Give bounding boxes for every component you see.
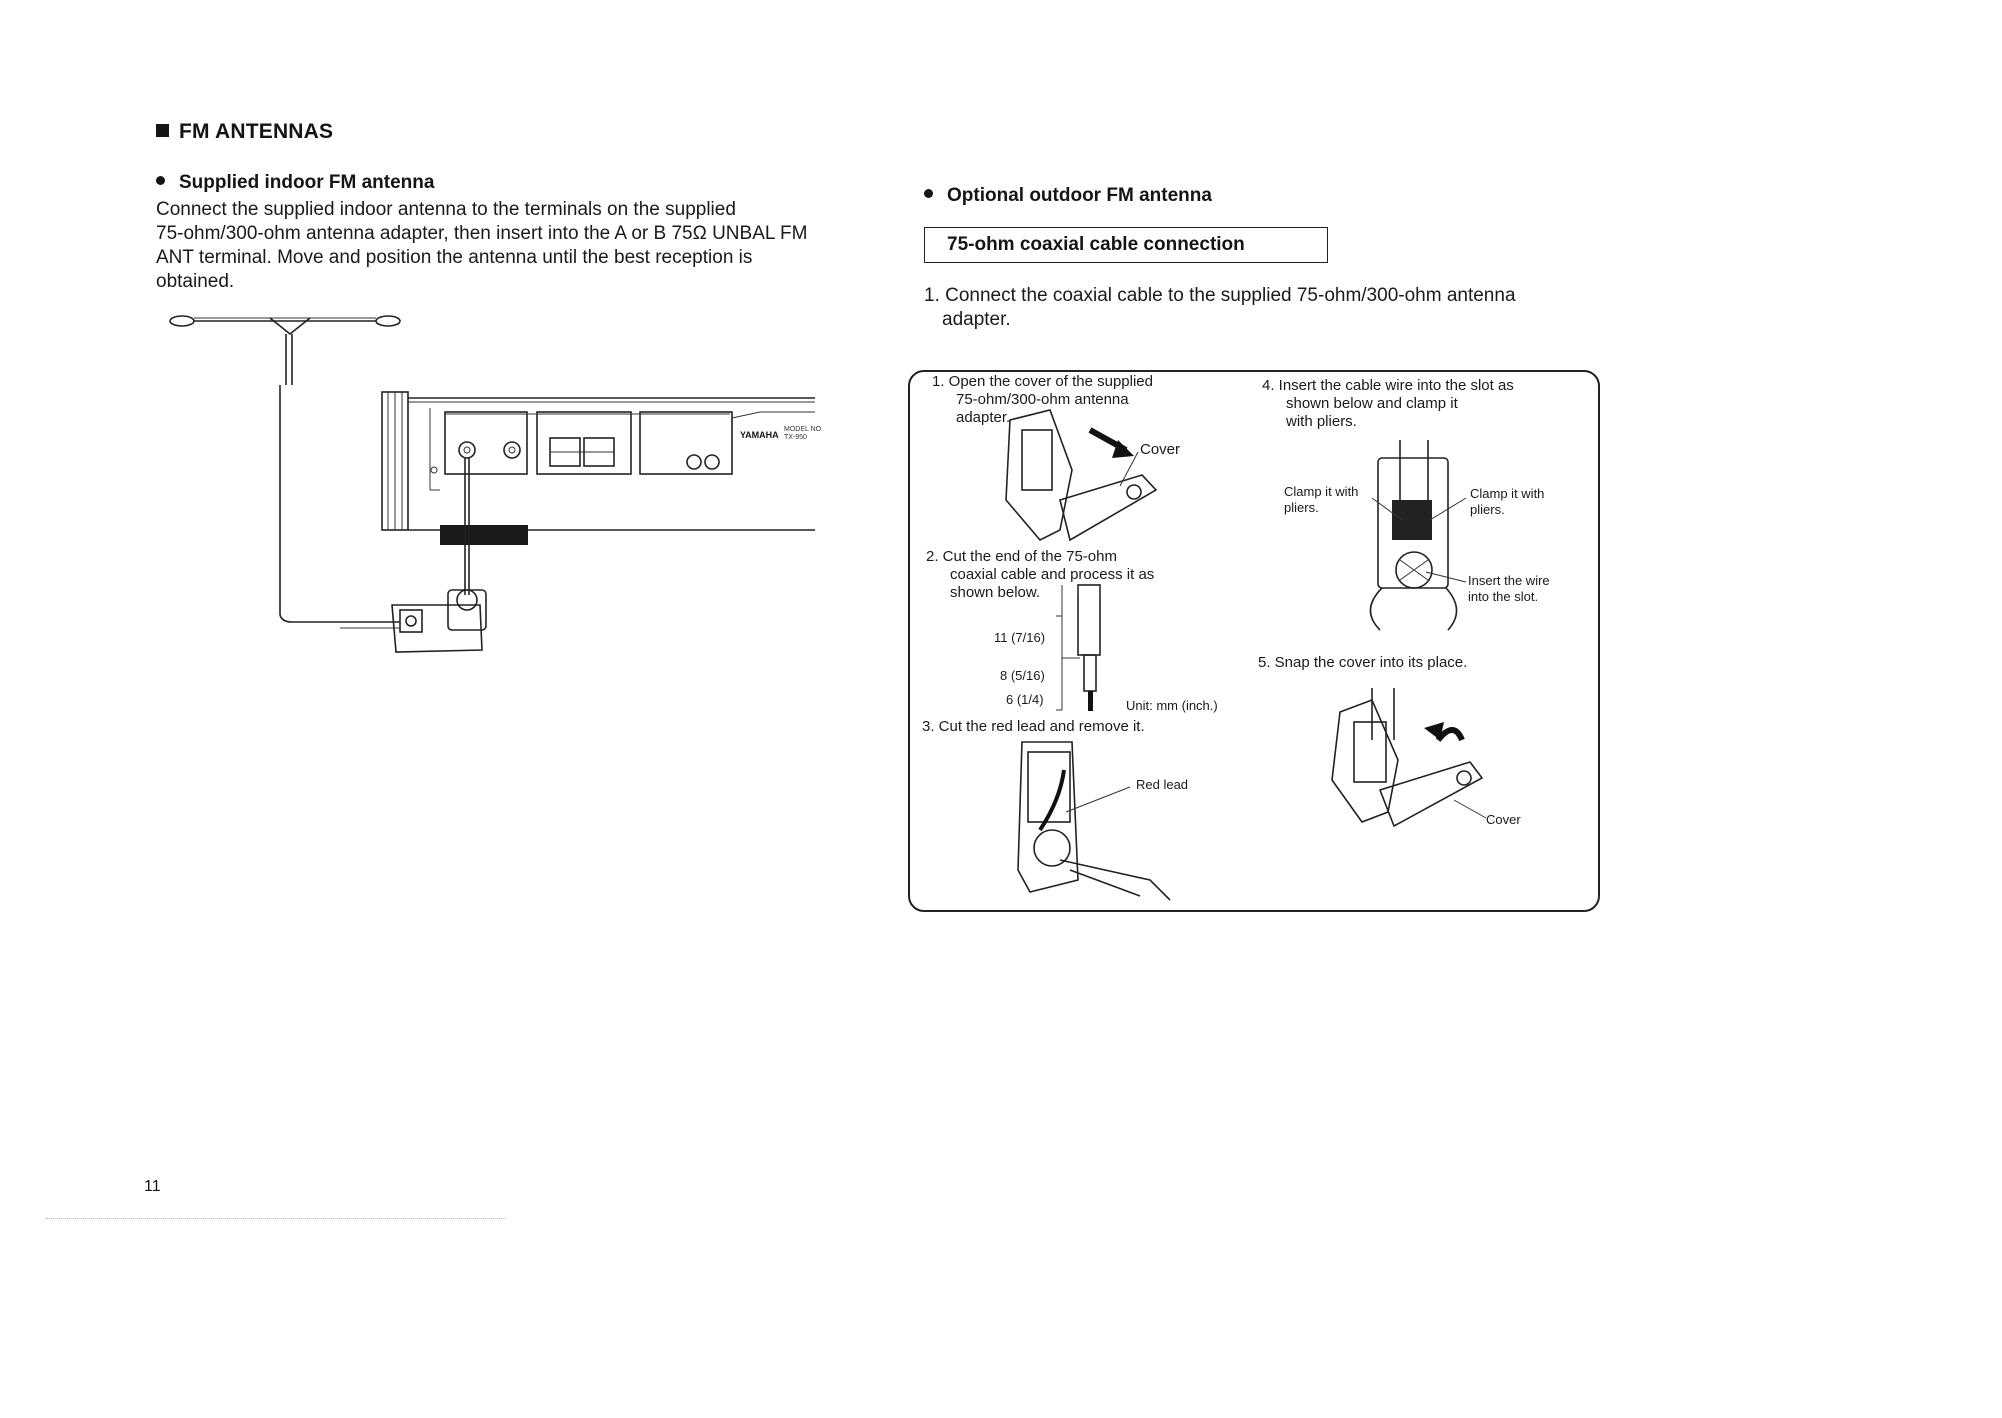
unit-label: Unit: mm (inch.): [1126, 698, 1218, 713]
panel-step-line: shown below.: [950, 584, 1041, 601]
page-number: 11: [144, 1178, 161, 1195]
panel-step-line: shown below and clamp it: [1286, 395, 1458, 412]
indoor-heading-text: Supplied indoor FM antenna: [179, 172, 435, 193]
panel-step-line: adapter.: [956, 409, 1011, 426]
cover-label-2: Cover: [1486, 812, 1521, 827]
panel-step-line: coaxial cable and process it as: [950, 566, 1155, 583]
clamp-right-line: pliers.: [1470, 502, 1505, 517]
dimension-label: 6 (1/4): [1006, 692, 1044, 707]
scan-artifact-line: [46, 1218, 506, 1220]
cover-label: Cover: [1140, 441, 1181, 458]
outdoor-heading-text: Optional outdoor FM antenna: [947, 185, 1212, 206]
section-title-text: FM ANTENNAS: [179, 120, 334, 143]
outdoor-step-line: 1. Connect the coaxial cable to the supplied 75-ohm/300-ohm antenna: [924, 285, 1516, 306]
panel-step-3: 3. Cut the red lead and remove it.: [922, 718, 1145, 735]
panel-step-line: 2. Cut the end of the 75-ohm: [926, 548, 1117, 565]
indoor-line: ANT terminal. Move and position the antenna until the best reception is: [156, 247, 753, 268]
panel-step-line: 1. Open the cover of the supplied: [932, 373, 1153, 390]
snap-cover-illustration: [1332, 688, 1486, 826]
dimension-label: 8 (5/16): [1000, 668, 1045, 683]
receiver-model: TX-950: [784, 434, 807, 441]
insert-wire-line: into the slot.: [1468, 589, 1539, 604]
indoor-line: Connect the supplied indoor antenna to the terminals on the supplied: [156, 199, 736, 220]
indoor-line: 75-ohm/300-ohm antenna adapter, then insert into the A or B 75Ω UNBAL FM: [156, 223, 808, 244]
panel-step-line: 4. Insert the cable wire into the slot as: [1262, 377, 1514, 394]
indoor-line: obtained.: [156, 271, 235, 292]
open-cover-illustration: [1006, 410, 1156, 540]
red-lead-label: Red lead: [1136, 777, 1189, 792]
red-lead-illustration: [1018, 742, 1170, 900]
clamp-right-line: Clamp it with: [1470, 486, 1545, 501]
insert-wire-line: Insert the wire: [1468, 573, 1550, 588]
clamp-left-line: Clamp it with: [1284, 484, 1359, 499]
panel-step-5: 5. Snap the cover into its place.: [1258, 654, 1468, 671]
panel-step-line: with pliers.: [1286, 413, 1357, 430]
outdoor-step-line: adapter.: [942, 309, 1011, 330]
clamp-left-line: pliers.: [1284, 500, 1319, 515]
dimension-label: 11 (7/16): [994, 630, 1046, 645]
coaxial-connection-heading: 75-ohm coaxial cable connection: [947, 234, 1245, 255]
cable-dimension-illustration: [1056, 584, 1100, 711]
receiver-model-label: MODEL NO.: [784, 426, 824, 433]
clamp-pliers-illustration: [1370, 440, 1466, 630]
panel-step-line: 75-ohm/300-ohm antenna: [956, 391, 1129, 408]
receiver-brand: YAMAHA: [740, 430, 779, 440]
